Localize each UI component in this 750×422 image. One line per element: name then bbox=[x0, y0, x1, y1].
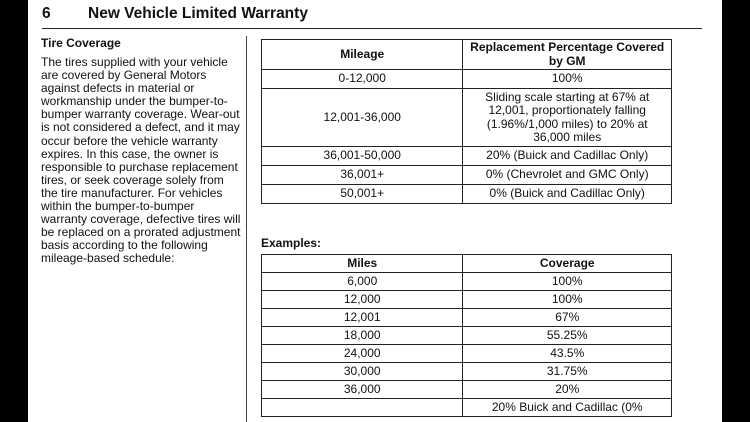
table-row bbox=[262, 327, 672, 345]
miles-cell: 24,000 bbox=[262, 345, 463, 363]
percentage-cell: Sliding scale starting at 67% at 12,001, proportionately falling (1.96%/1,000 miles) to 20% at 36,000 miles bbox=[463, 89, 672, 147]
table-row bbox=[262, 185, 672, 204]
coverage-cell: 100% bbox=[463, 273, 672, 291]
percentage-cell: 0% (Buick and Cadillac Only) bbox=[463, 185, 672, 204]
coverage-cell: 67% bbox=[463, 309, 672, 327]
section-title: Tire Coverage bbox=[41, 36, 121, 50]
table-row bbox=[262, 363, 672, 381]
percentage-cell: 0% (Chevrolet and GMC Only) bbox=[463, 166, 672, 185]
page-title: New Vehicle Limited Warranty bbox=[88, 5, 308, 22]
tire-coverage-text: The tires supplied with your vehicle are covered by General Motors against defects in material or workmanship under the bumper-to-bumper warranty coverage. Wear-out is not considered a defect, and it may occur before the vehicle warranty expires. In this case, the owner is responsible to purchase replacement tires, or seek coverage solely from the tire manufacturer. For vehicles within the bumper-to-bumper warranty coverage, defective tires will be replaced on a prorated adjustment basis according to the following mileage-based schedule: bbox=[41, 55, 241, 266]
table-row bbox=[262, 70, 672, 89]
table-row bbox=[262, 399, 672, 417]
table-row bbox=[262, 89, 672, 147]
tire-coverage-column bbox=[41, 36, 247, 422]
coverage-cell: 31.75% bbox=[463, 363, 672, 381]
percentage-cell: 20% (Buick and Cadillac Only) bbox=[463, 147, 672, 166]
miles-cell: 12,000 bbox=[262, 291, 463, 309]
table-row bbox=[262, 291, 672, 309]
coverage-header: Coverage bbox=[463, 255, 672, 273]
miles-cell: 30,000 bbox=[262, 363, 463, 381]
table-row bbox=[262, 309, 672, 327]
miles-cell: 6,000 bbox=[262, 273, 463, 291]
miles-cell bbox=[262, 399, 463, 417]
table-row bbox=[262, 345, 672, 363]
table-row bbox=[262, 273, 672, 291]
mileage-cell: 0-12,000 bbox=[262, 70, 463, 89]
mileage-header: Mileage bbox=[262, 40, 463, 70]
warranty-table bbox=[261, 39, 672, 204]
table-row bbox=[262, 166, 672, 185]
percentage-cell: 100% bbox=[463, 70, 672, 89]
page-header bbox=[42, 4, 702, 29]
table-header-row bbox=[262, 255, 672, 273]
table-row bbox=[262, 381, 672, 399]
examples-label: Examples: bbox=[261, 236, 322, 250]
coverage-cell: 55.25% bbox=[463, 327, 672, 345]
page-number: 6 bbox=[42, 5, 51, 22]
coverage-cell: 20% Buick and Cadillac (0% bbox=[463, 399, 672, 417]
coverage-cell: 43.5% bbox=[463, 345, 672, 363]
mileage-cell: 12,001-36,000 bbox=[262, 89, 463, 147]
miles-cell: 12,001 bbox=[262, 309, 463, 327]
mileage-cell: 36,001-50,000 bbox=[262, 147, 463, 166]
document-page bbox=[28, 0, 722, 422]
table-row bbox=[262, 147, 672, 166]
replacement-percentage-header: Replacement Percentage Covered by GM bbox=[463, 40, 672, 70]
miles-cell: 36,000 bbox=[262, 381, 463, 399]
table-header-row bbox=[262, 40, 672, 70]
coverage-cell: 100% bbox=[463, 291, 672, 309]
mileage-cell: 36,001+ bbox=[262, 166, 463, 185]
coverage-cell: 20% bbox=[463, 381, 672, 399]
examples-table bbox=[261, 254, 672, 417]
mileage-cell: 50,001+ bbox=[262, 185, 463, 204]
miles-cell: 18,000 bbox=[262, 327, 463, 345]
miles-header: Miles bbox=[262, 255, 463, 273]
